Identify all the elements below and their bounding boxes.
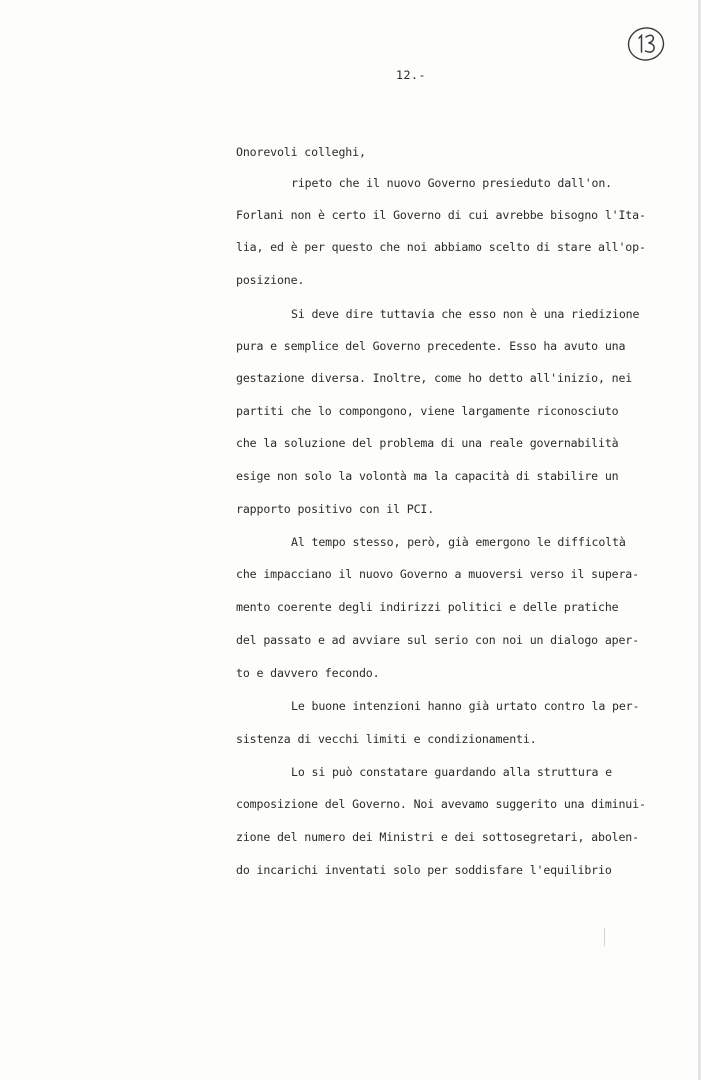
margin-mark [604,928,605,946]
text-line: esige non solo la volontà ma la capacità di stabilire un [236,469,619,483]
text-line: che la soluzione del problema di una reale governabilità [236,436,619,450]
handwritten-page-stamp [626,25,666,63]
text-line: Le buone intenzioni hanno già urtato contro la per- [291,699,640,713]
text-line: sistenza di vecchi limiti e condizionamenti. [236,732,537,746]
salutation: Onorevoli colleghi, [236,145,366,159]
text-line: partiti che lo compongono, viene largamente riconosciuto [236,404,619,418]
text-line: Lo si può constatare guardando alla struttura e [291,765,613,779]
text-line: del passato e ad avviare sul serio con noi un dialogo aper- [236,633,639,647]
text-line: to e davvero fecondo. [236,666,380,680]
text-line: zione del numero dei Ministri e dei sottosegretari, abolen- [236,830,639,844]
text-line: ripeto che il nuovo Governo presieduto dall'on. [291,176,613,190]
text-line: rapporto positivo con il PCI. [236,502,435,516]
text-line: lia, ed è per questo che noi abbiamo scelto di stare all'op- [236,240,646,254]
text-line: mento coerente degli indirizzi politici e delle pratiche [236,600,619,614]
text-line: do incarichi inventati solo per soddisfare l'equilibrio [236,863,612,877]
text-line: gestazione diversa. Inoltre, come ho detto all'inizio, nei [236,371,633,385]
text-line: posizione. [236,273,305,287]
text-line: Al tempo stesso, però, già emergono le difficoltà [291,535,626,549]
text-line: che impacciano il nuovo Governo a muoversi verso il supera- [236,567,639,581]
text-line: composizione del Governo. Noi avevamo suggerito una diminui- [236,797,646,811]
page-number: 12.- [396,68,426,82]
text-line: pura e semplice del Governo precedente. Esso ha avuto una [236,339,626,353]
text-line: Si deve dire tuttavia che esso non è una riedizione [291,307,640,321]
text-line: Forlani non è certo il Governo di cui avrebbe bisogno l'Ita- [236,208,646,222]
